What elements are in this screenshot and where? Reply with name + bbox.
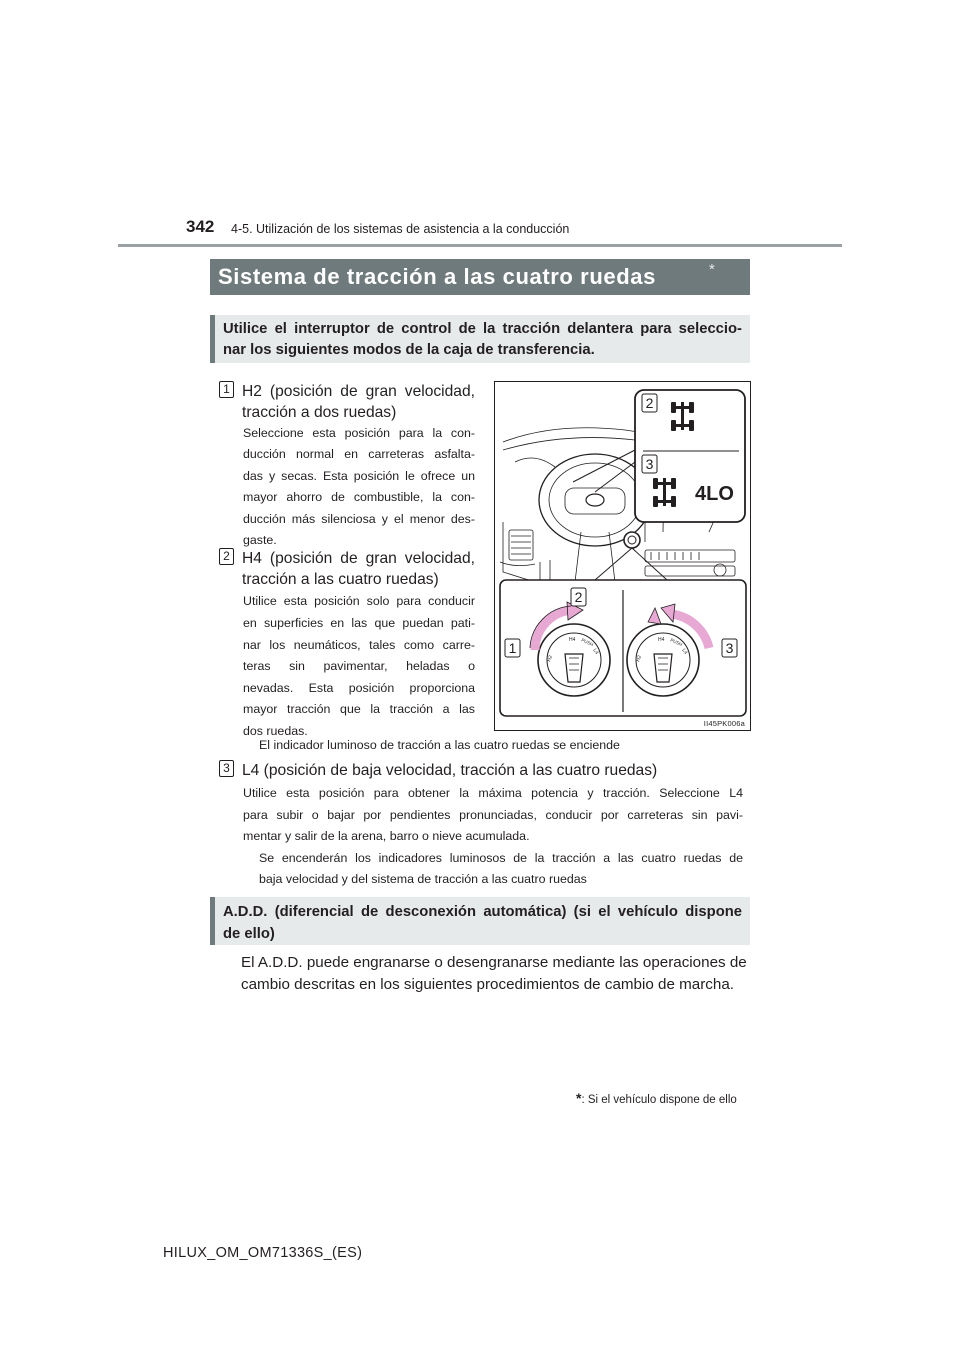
callout-number (722, 639, 737, 657)
dashboard-illustration (495, 382, 752, 732)
svg-text:H2: H2 (635, 654, 644, 663)
item-note: Se encenderán los indicadores luminosos de la tracción a las cuatro ruedas de (259, 851, 743, 865)
item-body: dos ruedas. (243, 724, 308, 738)
item-body: ducción más silenciosa y el menor des- (243, 512, 475, 526)
intro-box (210, 315, 750, 363)
item-body: mayor ahorro de combustible, la con- (243, 490, 475, 504)
add-section-heading: A.D.D. (diferencial de desconexión automática) (si el vehículo dispone (223, 904, 742, 920)
transfer-dial-left (538, 624, 610, 696)
item-heading: H2 (posición de gran velocidad, (242, 383, 475, 400)
callout-number (505, 639, 520, 657)
item-body: nevadas. Esta posición proporciona (243, 681, 475, 695)
svg-text:3: 3 (645, 456, 654, 472)
svg-text:3: 3 (725, 640, 734, 656)
add-section-text: El A.D.D. puede engranarse o desengranarse mediante las operaciones de (241, 954, 747, 971)
title-asterisk: * (709, 261, 715, 278)
item-body: para subir o bajar por pendientes pronunciadas, conducir por carreteras sin pavi- (243, 808, 743, 822)
item-body: ducción normal en carreteras asfalta- (243, 447, 475, 461)
item-heading: tracción a dos ruedas) (242, 404, 397, 421)
svg-text:PUSH: PUSH (580, 637, 595, 648)
footnote (576, 1090, 737, 1106)
transfer-switch-figure (494, 381, 751, 731)
item-body: gaste. (243, 533, 277, 547)
item-number-badge: 2 (219, 548, 234, 565)
svg-text:2: 2 (574, 589, 583, 605)
item-body: mentar y salir de la arena, barro o nieve acumulada. (243, 829, 530, 843)
page-number: 342 (186, 217, 215, 236)
item-body: Utilice esta posición para obtener la máxima potencia y tracción. Seleccione L4 (243, 786, 743, 800)
svg-text:L4: L4 (591, 647, 600, 656)
callout-number (571, 588, 586, 606)
item-body: das y secas. Esta posición le ofrece un (243, 469, 475, 483)
svg-text:H4: H4 (569, 637, 576, 643)
figure-code: II45PK006a (703, 719, 745, 728)
item-heading: L4 (posición de baja velocidad, tracción a las cuatro ruedas) (242, 762, 658, 779)
transfer-dial-right (627, 624, 699, 696)
item-body: teras sin pavimentar, heladas o (243, 659, 475, 673)
callout-number (642, 394, 657, 412)
callout-number (642, 455, 657, 473)
svg-text:2: 2 (645, 395, 654, 411)
footnote-asterisk: * (576, 1090, 582, 1106)
item-number-badge: 3 (219, 760, 234, 777)
switch-knob (624, 532, 640, 548)
svg-text:H4: H4 (658, 637, 665, 643)
svg-text:H2: H2 (546, 654, 555, 663)
item-body: nar los neumáticos, tales como carre- (243, 638, 475, 652)
header-divider (118, 244, 842, 247)
item-note: El indicador luminoso de tracción a las cuatro ruedas se enciende (259, 738, 620, 752)
item-note: baja velocidad y del sistema de tracción a las cuatro ruedas (259, 872, 587, 886)
item-body: Seleccione esta posición para la con- (243, 426, 475, 440)
page-title-bar (210, 259, 750, 295)
add-section-heading: de ello) (223, 926, 275, 942)
svg-text:1: 1 (508, 640, 517, 656)
footnote-text: : Si el vehículo dispone de ello (581, 1094, 737, 1106)
indicator-4lo-label: 4LO (695, 483, 734, 505)
svg-text:L4: L4 (680, 647, 689, 656)
item-heading: H4 (posición de gran velocidad, (242, 550, 475, 567)
svg-text:PUSH: PUSH (669, 637, 684, 648)
page-title: Sistema de tracción a las cuatro ruedas (218, 264, 656, 289)
item-heading: tracción a las cuatro ruedas) (242, 571, 439, 588)
item-body: Utilice esta posición solo para conducir (243, 594, 475, 608)
item-number-badge: 1 (219, 381, 234, 398)
section-heading: 4-5. Utilización de los sistemas de asistencia a la conducción (231, 222, 570, 236)
add-section-box (210, 897, 750, 945)
item-body: en superficies en las que puedan pati- (243, 616, 475, 630)
intro-line: nar los siguientes modos de la caja de transferencia. (223, 342, 595, 358)
add-section-text: cambio descritas en los siguientes procedimientos de cambio de marcha. (241, 976, 735, 993)
document-code: HILUX_OM_OM71336S_(ES) (163, 1245, 363, 1261)
intro-line: Utilice el interruptor de control de la tracción delantera para seleccio- (223, 321, 742, 337)
item-body: mayor tracción que la tracción a las (243, 702, 475, 716)
